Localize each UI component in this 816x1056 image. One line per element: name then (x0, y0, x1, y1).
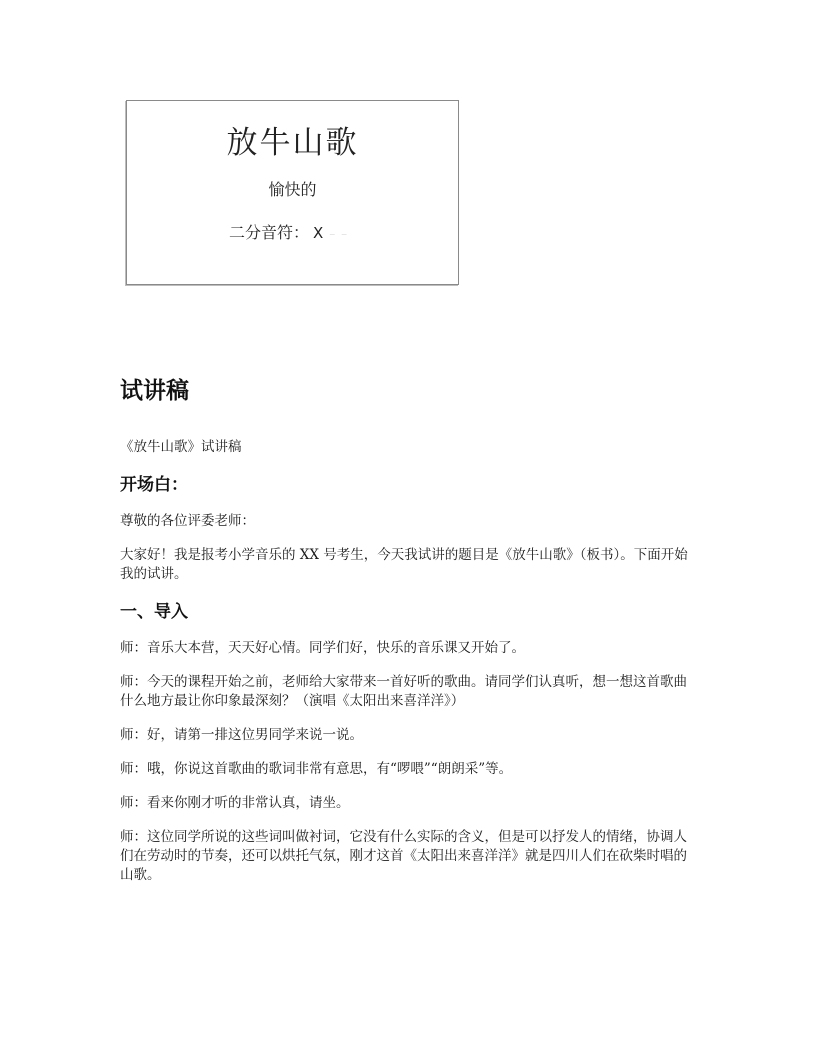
paragraph: 师：看来你刚才听的非常认真，请坐。 (120, 795, 350, 811)
opening-heading: 开场白： (120, 475, 188, 495)
paragraph: 师：好，请第一排这位男同学来说一说。 (120, 727, 363, 743)
paragraph: 师：音乐大本营，天天好心情。同学们好，快乐的音乐课又开始了。 (120, 640, 525, 656)
script-body (120, 374, 696, 900)
page-title: 试讲稿 (120, 378, 189, 404)
script-subtitle: 《放牛山歌》试讲稿 (120, 439, 242, 455)
blackboard-panel (126, 100, 459, 285)
board-note-label: 二分音符： (229, 223, 310, 242)
board-note-dashes: – – (329, 227, 349, 241)
greeting-paragraph: 尊敬的各位评委老师： (120, 513, 255, 529)
board-title: 放牛山歌 (226, 125, 359, 161)
paragraph: 师：今天的课程开始之前，老师给大家带来一首好听的歌曲。请同学们认真听，想一想这首歌曲什么地方最让你印象最深刻？（演唱《太阳出来喜洋洋》） (120, 674, 687, 709)
paragraph: 师：这位同学所说的这些词叫做衬词，它没有什么实际的含义，但是可以抒发人的情绪，协调人们在劳动时的节奏，还可以烘托气氛，刚才这首《太阳出来喜洋洋》就是四川人们在砍柴时唱的山歌。 (120, 829, 687, 883)
board-note (229, 220, 348, 243)
section1-heading: 一、导入 (120, 602, 188, 622)
board-mood: 愉快的 (268, 180, 317, 199)
intro-paragraph: 大家好！我是报考小学音乐的 XX 号考生，今天我试讲的题目是《放牛山歌》（板书）。下面开始我的试讲。 (120, 547, 688, 582)
paragraph: 师：哦，你说这首歌曲的歌词非常有意思，有“啰喂”“朗朗采”等。 (120, 761, 513, 777)
board-note-symbol: X (313, 224, 324, 242)
